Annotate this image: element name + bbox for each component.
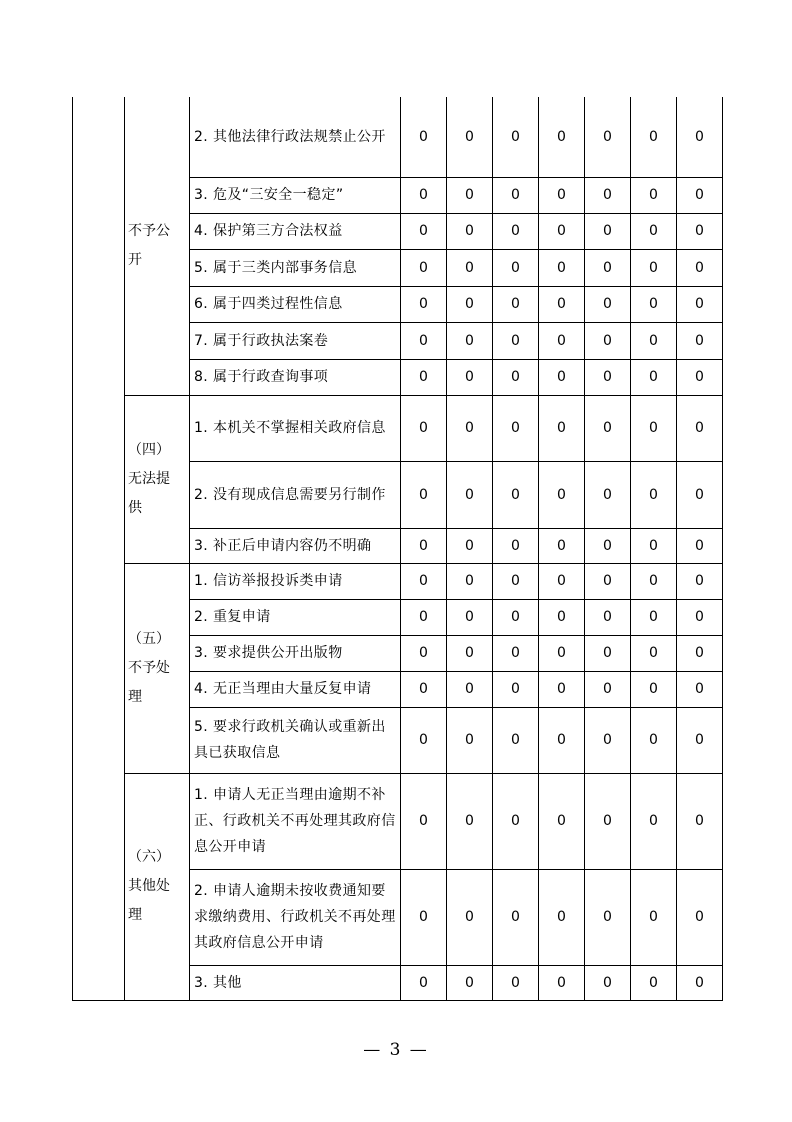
count-cell: 0	[401, 395, 447, 461]
category-label-cell	[125, 395, 190, 563]
table-body	[73, 97, 723, 1000]
count-cell: 0	[401, 528, 447, 563]
count-cell: 0	[493, 528, 539, 563]
category-label	[128, 436, 170, 523]
count-cell: 0	[585, 528, 631, 563]
item-description: 5. 属于三类内部事务信息	[190, 249, 401, 286]
count-cell: 0	[539, 177, 585, 213]
category-label-line: 不予处	[128, 659, 170, 676]
table-row	[73, 563, 723, 599]
count-cell: 0	[631, 97, 677, 177]
count-cell: 0	[539, 869, 585, 965]
count-cell: 0	[677, 286, 723, 322]
item-description: 1. 申请人无正当理由逾期不补正、行政机关不再处理其政府信息公开申请	[190, 773, 401, 869]
count-cell: 0	[539, 635, 585, 671]
count-cell: 0	[447, 286, 493, 322]
category-label-cell	[125, 773, 190, 1000]
count-cell: 0	[631, 773, 677, 869]
category-label-line: 理	[128, 688, 142, 705]
count-cell: 0	[447, 773, 493, 869]
count-cell: 0	[447, 249, 493, 286]
count-cell: 0	[493, 97, 539, 177]
item-description: 2. 申请人逾期未按收费通知要求缴纳费用、行政机关不再处理其政府信息公开申请	[190, 869, 401, 965]
count-cell: 0	[585, 671, 631, 707]
count-cell: 0	[493, 322, 539, 359]
count-cell: 0	[539, 97, 585, 177]
item-description: 3. 要求提供公开出版物	[190, 635, 401, 671]
count-cell: 0	[447, 395, 493, 461]
count-cell: 0	[401, 359, 447, 395]
count-cell: 0	[677, 177, 723, 213]
count-cell: 0	[447, 707, 493, 773]
count-cell: 0	[677, 671, 723, 707]
category-label-line: 其他处	[128, 878, 170, 894]
count-cell: 0	[447, 528, 493, 563]
count-cell: 0	[539, 461, 585, 528]
count-cell: 0	[493, 869, 539, 965]
statistics-table	[72, 97, 723, 1001]
count-cell: 0	[585, 461, 631, 528]
count-cell: 0	[539, 322, 585, 359]
count-cell: 0	[585, 869, 631, 965]
item-description: 6. 属于四类过程性信息	[190, 286, 401, 322]
count-cell: 0	[631, 322, 677, 359]
count-cell: 0	[447, 671, 493, 707]
count-cell: 0	[401, 213, 447, 249]
count-cell: 0	[585, 599, 631, 635]
item-description: 3. 危及“三安全一稳定”	[190, 177, 401, 213]
table-row	[73, 395, 723, 461]
count-cell: 0	[493, 177, 539, 213]
count-cell: 0	[631, 359, 677, 395]
item-description: 4. 保护第三方合法权益	[190, 213, 401, 249]
count-cell: 0	[401, 249, 447, 286]
count-cell: 0	[631, 563, 677, 599]
category-label-line: 供	[128, 499, 142, 516]
count-cell: 0	[401, 965, 447, 1000]
category-label	[128, 625, 170, 712]
count-cell: 0	[539, 563, 585, 599]
count-cell: 0	[677, 213, 723, 249]
count-cell: 0	[677, 869, 723, 965]
count-cell: 0	[677, 599, 723, 635]
count-cell: 0	[493, 213, 539, 249]
table-row	[73, 773, 723, 869]
count-cell: 0	[585, 177, 631, 213]
count-cell: 0	[631, 395, 677, 461]
count-cell: 0	[401, 773, 447, 869]
count-cell: 0	[631, 671, 677, 707]
category-label-line: （五）	[128, 630, 170, 647]
item-description: 3. 补正后申请内容仍不明确	[190, 528, 401, 563]
count-cell: 0	[677, 563, 723, 599]
count-cell: 0	[677, 461, 723, 528]
item-description: 2. 其他法律行政法规禁止公开	[190, 97, 401, 177]
count-cell: 0	[447, 213, 493, 249]
count-cell: 0	[585, 249, 631, 286]
count-cell: 0	[539, 359, 585, 395]
count-cell: 0	[585, 563, 631, 599]
count-cell: 0	[447, 563, 493, 599]
count-cell: 0	[447, 869, 493, 965]
count-cell: 0	[447, 177, 493, 213]
count-cell: 0	[401, 671, 447, 707]
count-cell: 0	[447, 599, 493, 635]
item-description: 1. 信访举报投诉类申请	[190, 563, 401, 599]
count-cell: 0	[539, 395, 585, 461]
count-cell: 0	[493, 773, 539, 869]
count-cell: 0	[447, 461, 493, 528]
count-cell: 0	[539, 213, 585, 249]
count-cell: 0	[631, 213, 677, 249]
count-cell: 0	[585, 322, 631, 359]
count-cell: 0	[539, 599, 585, 635]
count-cell: 0	[677, 528, 723, 563]
table-row	[73, 97, 723, 177]
count-cell: 0	[677, 249, 723, 286]
count-cell: 0	[493, 286, 539, 322]
count-cell: 0	[493, 707, 539, 773]
count-cell: 0	[401, 869, 447, 965]
count-cell: 0	[401, 97, 447, 177]
count-cell: 0	[631, 177, 677, 213]
item-description: 7. 属于行政执法案卷	[190, 322, 401, 359]
page-number: — 3 —	[363, 1040, 429, 1060]
item-description: 2. 没有现成信息需要另行制作	[190, 461, 401, 528]
count-cell: 0	[631, 286, 677, 322]
item-description: 3. 其他	[190, 965, 401, 1000]
category-label	[128, 217, 170, 275]
count-cell: 0	[585, 213, 631, 249]
count-cell: 0	[401, 635, 447, 671]
category-label-cell	[125, 97, 190, 395]
category-label-line: 不予公	[128, 222, 170, 239]
count-cell: 0	[493, 461, 539, 528]
category-label	[128, 843, 170, 930]
count-cell: 0	[585, 359, 631, 395]
count-cell: 0	[585, 635, 631, 671]
count-cell: 0	[585, 395, 631, 461]
item-description: 2. 重复申请	[190, 599, 401, 635]
count-cell: 0	[493, 599, 539, 635]
count-cell: 0	[677, 635, 723, 671]
count-cell: 0	[447, 97, 493, 177]
count-cell: 0	[585, 286, 631, 322]
category-label-cell	[125, 563, 190, 773]
count-cell: 0	[401, 707, 447, 773]
count-cell: 0	[631, 528, 677, 563]
item-description: 1. 本机关不掌握相关政府信息	[190, 395, 401, 461]
count-cell: 0	[447, 359, 493, 395]
count-cell: 0	[631, 599, 677, 635]
count-cell: 0	[585, 97, 631, 177]
category-label-line: （四）	[128, 441, 170, 458]
category-label-line: （六）	[128, 849, 170, 865]
count-cell: 0	[539, 528, 585, 563]
count-cell: 0	[539, 965, 585, 1000]
count-cell: 0	[631, 965, 677, 1000]
count-cell: 0	[539, 671, 585, 707]
count-cell: 0	[677, 395, 723, 461]
count-cell: 0	[585, 965, 631, 1000]
count-cell: 0	[401, 322, 447, 359]
count-cell: 0	[677, 359, 723, 395]
count-cell: 0	[493, 635, 539, 671]
count-cell: 0	[493, 359, 539, 395]
item-description: 4. 无正当理由大量反复申请	[190, 671, 401, 707]
count-cell: 0	[401, 461, 447, 528]
category-label-line: 开	[128, 251, 142, 268]
count-cell: 0	[539, 249, 585, 286]
count-cell: 0	[631, 249, 677, 286]
item-description: 5. 要求行政机关确认或重新出具已获取信息	[190, 707, 401, 773]
count-cell: 0	[493, 395, 539, 461]
count-cell: 0	[401, 286, 447, 322]
category-label-line: 理	[128, 907, 142, 923]
category-label-line: 无法提	[128, 470, 170, 487]
count-cell: 0	[631, 461, 677, 528]
count-cell: 0	[677, 322, 723, 359]
count-cell: 0	[447, 322, 493, 359]
count-cell: 0	[401, 177, 447, 213]
outer-category-cell	[73, 97, 125, 1000]
count-cell: 0	[493, 965, 539, 1000]
count-cell: 0	[401, 563, 447, 599]
count-cell: 0	[539, 707, 585, 773]
count-cell: 0	[585, 707, 631, 773]
count-cell: 0	[401, 599, 447, 635]
count-cell: 0	[539, 286, 585, 322]
count-cell: 0	[447, 965, 493, 1000]
count-cell: 0	[493, 249, 539, 286]
count-cell: 0	[585, 773, 631, 869]
count-cell: 0	[539, 773, 585, 869]
count-cell: 0	[493, 671, 539, 707]
count-cell: 0	[447, 635, 493, 671]
count-cell: 0	[631, 635, 677, 671]
count-cell: 0	[493, 563, 539, 599]
count-cell: 0	[677, 707, 723, 773]
count-cell: 0	[631, 707, 677, 773]
item-description: 8. 属于行政查询事项	[190, 359, 401, 395]
count-cell: 0	[677, 97, 723, 177]
count-cell: 0	[677, 965, 723, 1000]
count-cell: 0	[677, 773, 723, 869]
count-cell: 0	[631, 869, 677, 965]
